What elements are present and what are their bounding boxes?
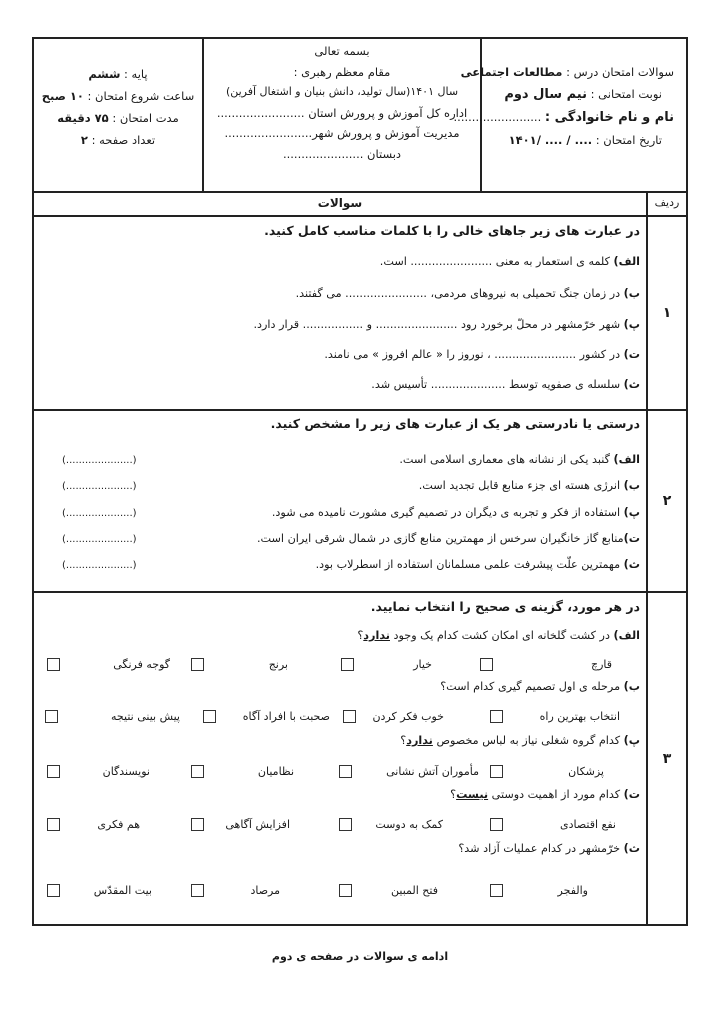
grade-label: پایه :	[124, 67, 148, 81]
option-label: نویسندگان	[102, 765, 150, 778]
question-title: در عبارت های زیر جاهای خالی را با کلمات مناسب کامل کنید.	[264, 223, 640, 238]
fill-blank-item[interactable]	[380, 255, 640, 268]
option-label: پزشکان	[568, 765, 604, 778]
city-office: مدیریت آموزش و پرورش شهر........................	[224, 126, 460, 140]
option-label: مرصاد	[250, 884, 280, 897]
item-label: ب)	[623, 479, 640, 492]
pages-label: تعداد صفحه :	[91, 133, 156, 147]
checkbox[interactable]	[339, 818, 352, 831]
grade-value: ششم	[88, 67, 121, 81]
checkbox[interactable]	[490, 818, 503, 831]
item-text: کدام مورد از اهمیت دوستی	[488, 788, 621, 801]
question-row-3	[34, 593, 686, 924]
item-label: ت)	[623, 348, 640, 361]
item-text: کلمه ی استعمار به معنی ....................... است.	[379, 255, 610, 268]
option-label: مأموران آتش نشانی	[386, 765, 479, 778]
school-name: دبستان ......................	[282, 146, 402, 161]
radif-header: ردیف	[646, 191, 686, 215]
name-field[interactable]: ........................	[453, 110, 542, 124]
checkbox[interactable]	[490, 710, 503, 723]
option-label: خوب فکر کردن	[372, 710, 444, 723]
checkbox[interactable]	[47, 884, 60, 897]
item-label: ب)	[623, 287, 640, 300]
options-row	[42, 815, 640, 837]
checkbox[interactable]	[45, 710, 58, 723]
option-label: نفع اقتصادی	[559, 818, 616, 831]
checkbox[interactable]	[191, 818, 204, 831]
mc-question	[357, 629, 640, 642]
checkbox[interactable]	[191, 658, 204, 671]
table-header	[34, 191, 686, 217]
fill-blank-item[interactable]	[253, 318, 640, 331]
option-label: پیش بینی نتیجه	[111, 710, 180, 723]
checkbox[interactable]	[341, 658, 354, 671]
question-title: در هر مورد، گزینه ی صحیح را انتخاب نمایید.	[370, 599, 640, 614]
mc-question	[458, 842, 640, 855]
true-false-item	[257, 532, 640, 545]
checkbox[interactable]	[490, 765, 503, 778]
checkbox[interactable]	[191, 765, 204, 778]
questions-header: سوالات	[317, 196, 363, 210]
checkbox[interactable]	[203, 710, 216, 723]
options-row	[42, 762, 640, 784]
mc-question	[400, 734, 640, 747]
answer-blank[interactable]: (.....................)	[62, 455, 137, 466]
item-label: الف)	[613, 453, 640, 466]
options-row	[42, 881, 640, 903]
province-office: اداره کل آموزش و پرورش استان ........................	[216, 105, 468, 120]
options-row	[42, 707, 640, 729]
item-text: سلسله ی صفویه توسط ..................... تأسیس شد.	[371, 378, 621, 391]
option-label: گوجه فرنگی	[113, 658, 170, 671]
option-label: صحبت با افراد آگاه	[242, 710, 330, 723]
item-label: ت)	[623, 532, 640, 545]
item-label: ث)	[623, 378, 640, 391]
checkbox[interactable]	[490, 884, 503, 897]
item-label: ث)	[623, 558, 640, 571]
item-text: مرحله ی اول تصمیم گیری کدام است؟	[440, 680, 621, 693]
item-label: الف)	[613, 629, 640, 642]
item-text: خرّمشهر در کدام عملیات آزاد شد؟	[458, 842, 624, 855]
question-row-2	[34, 411, 686, 593]
duration-value: ۷۵ دقیقه	[57, 111, 109, 125]
item-text: گنبد یکی از نشانه های معماری اسلامی است.	[399, 453, 614, 466]
option-label: هم فکری	[97, 818, 140, 831]
option-label: نظامیان	[257, 765, 294, 778]
item-text: کدام گروه شغلی نیاز به لباس مخصوص	[432, 734, 621, 747]
true-false-item	[272, 506, 640, 519]
true-false-item	[419, 479, 640, 492]
mc-question	[450, 788, 640, 801]
continued-note: ادامه ی سوالات در صفحه ی دوم	[271, 950, 449, 963]
subject-label: سوالات امتحان درس :	[566, 65, 674, 79]
item-text: مهمترین علّت پیشرفت علمی مسلمانان استفاده از اسطرلاب بود.	[315, 558, 624, 571]
item-label: پ)	[623, 318, 640, 331]
checkbox[interactable]	[339, 884, 352, 897]
date-field[interactable]: .... / .... /۱۴۰۱	[508, 133, 593, 147]
option-label: قارچ	[590, 658, 612, 671]
option-label: فتح المبین	[391, 884, 438, 897]
year-motto: سال ۱۴۰۱(سال تولید، دانش بنیان و اشتغال آفرین)	[225, 85, 459, 98]
option-label: خیار	[413, 658, 432, 671]
checkbox[interactable]	[47, 818, 60, 831]
question-number: ۱	[646, 217, 686, 409]
emphasis: ندارد	[406, 734, 433, 747]
item-label: ت)	[623, 788, 640, 801]
emphasis: نیست	[456, 788, 489, 801]
question-number: ۳	[646, 593, 686, 924]
start-time-label: ساعت شروع امتحان :	[87, 89, 195, 103]
exam-header	[34, 39, 686, 193]
mc-question	[440, 680, 640, 693]
answer-blank[interactable]: (.....................)	[62, 481, 137, 492]
answer-blank[interactable]: (.....................)	[62, 508, 137, 519]
term-value: نیم سال دوم	[504, 87, 587, 102]
option-label: بیت المقدّس	[93, 884, 152, 897]
item-label: پ)	[623, 734, 640, 747]
fill-blank-item[interactable]	[296, 287, 640, 300]
item-text: در زمان جنگ تحمیلی به نیروهای مردمی، ....................... می گفتند.	[295, 287, 621, 300]
item-text: در کشور ....................... ، نوروز را « عالم افروز » می نامند.	[324, 348, 621, 361]
header-exam-info	[453, 39, 686, 191]
date-label: تاریخ امتحان :	[595, 133, 662, 147]
answer-blank[interactable]: (.....................)	[62, 560, 137, 571]
term-label: نوبت امتحانی :	[590, 87, 662, 101]
item-text: شهر خرّمشهر در محلّ برخورد رود ....................... و ................. قرار دارد.	[253, 318, 621, 331]
option-label: کمک به دوست	[375, 818, 443, 831]
true-false-item	[316, 558, 640, 571]
leader-line: مقام معظم رهبری :	[293, 64, 391, 79]
subject-value: مطالعات اجتماعی	[460, 65, 563, 79]
question-title: درستی یا نادرستی هر یک از عبارت های زیر را مشخص کنید.	[270, 416, 640, 431]
start-time-value: ۱۰ صبح	[41, 89, 84, 103]
name-label: نام و نام خانوادگی :	[544, 110, 674, 125]
emphasis: ندارد	[363, 629, 390, 642]
exam-sheet	[32, 37, 688, 926]
option-label: والفجر	[557, 884, 588, 897]
checkbox[interactable]	[343, 710, 356, 723]
question-row-1	[34, 217, 686, 411]
checkbox[interactable]	[47, 765, 60, 778]
duration-label: مدت امتحان :	[112, 111, 179, 125]
item-text: منابع گاز خانگیران سرخس از مهمترین منابع گازی در شمال شرقی ایران است.	[256, 532, 624, 545]
option-label: افزایش آگاهی	[225, 818, 290, 831]
option-label: انتخاب بهترین راه	[539, 710, 620, 723]
pages-value: ۲	[80, 133, 88, 147]
answer-blank[interactable]: (.....................)	[62, 534, 137, 545]
question-mark: ؟	[400, 734, 407, 747]
item-text: استفاده از فکر و تجربه ی دیگران در تصمیم گیری مشورت نامیده می شود.	[271, 506, 624, 519]
checkbox[interactable]	[191, 884, 204, 897]
checkbox[interactable]	[339, 765, 352, 778]
item-label: ث)	[623, 842, 640, 855]
item-label: پ)	[623, 506, 640, 519]
question-mark: ؟	[357, 629, 364, 642]
checkbox[interactable]	[480, 658, 493, 671]
true-false-item	[399, 453, 640, 466]
item-label: ب)	[623, 680, 640, 693]
question-number: ۲	[646, 411, 686, 591]
options-row	[42, 655, 640, 677]
fill-blank-item[interactable]	[324, 348, 640, 361]
fill-blank-item[interactable]	[371, 378, 640, 391]
header-title-block	[202, 39, 480, 191]
item-text: انرژی هسته ای جزء منابع قابل تجدید است.	[418, 479, 624, 492]
header-exam-details	[34, 39, 202, 191]
basmala: بسمه تعالی	[314, 44, 370, 58]
item-text: در کشت گلخانه ای امکان کشت کدام یک وجود	[389, 629, 610, 642]
checkbox[interactable]	[47, 658, 60, 671]
item-label: الف)	[613, 255, 640, 268]
option-label: برنج	[268, 658, 288, 671]
question-mark: ؟	[450, 788, 457, 801]
